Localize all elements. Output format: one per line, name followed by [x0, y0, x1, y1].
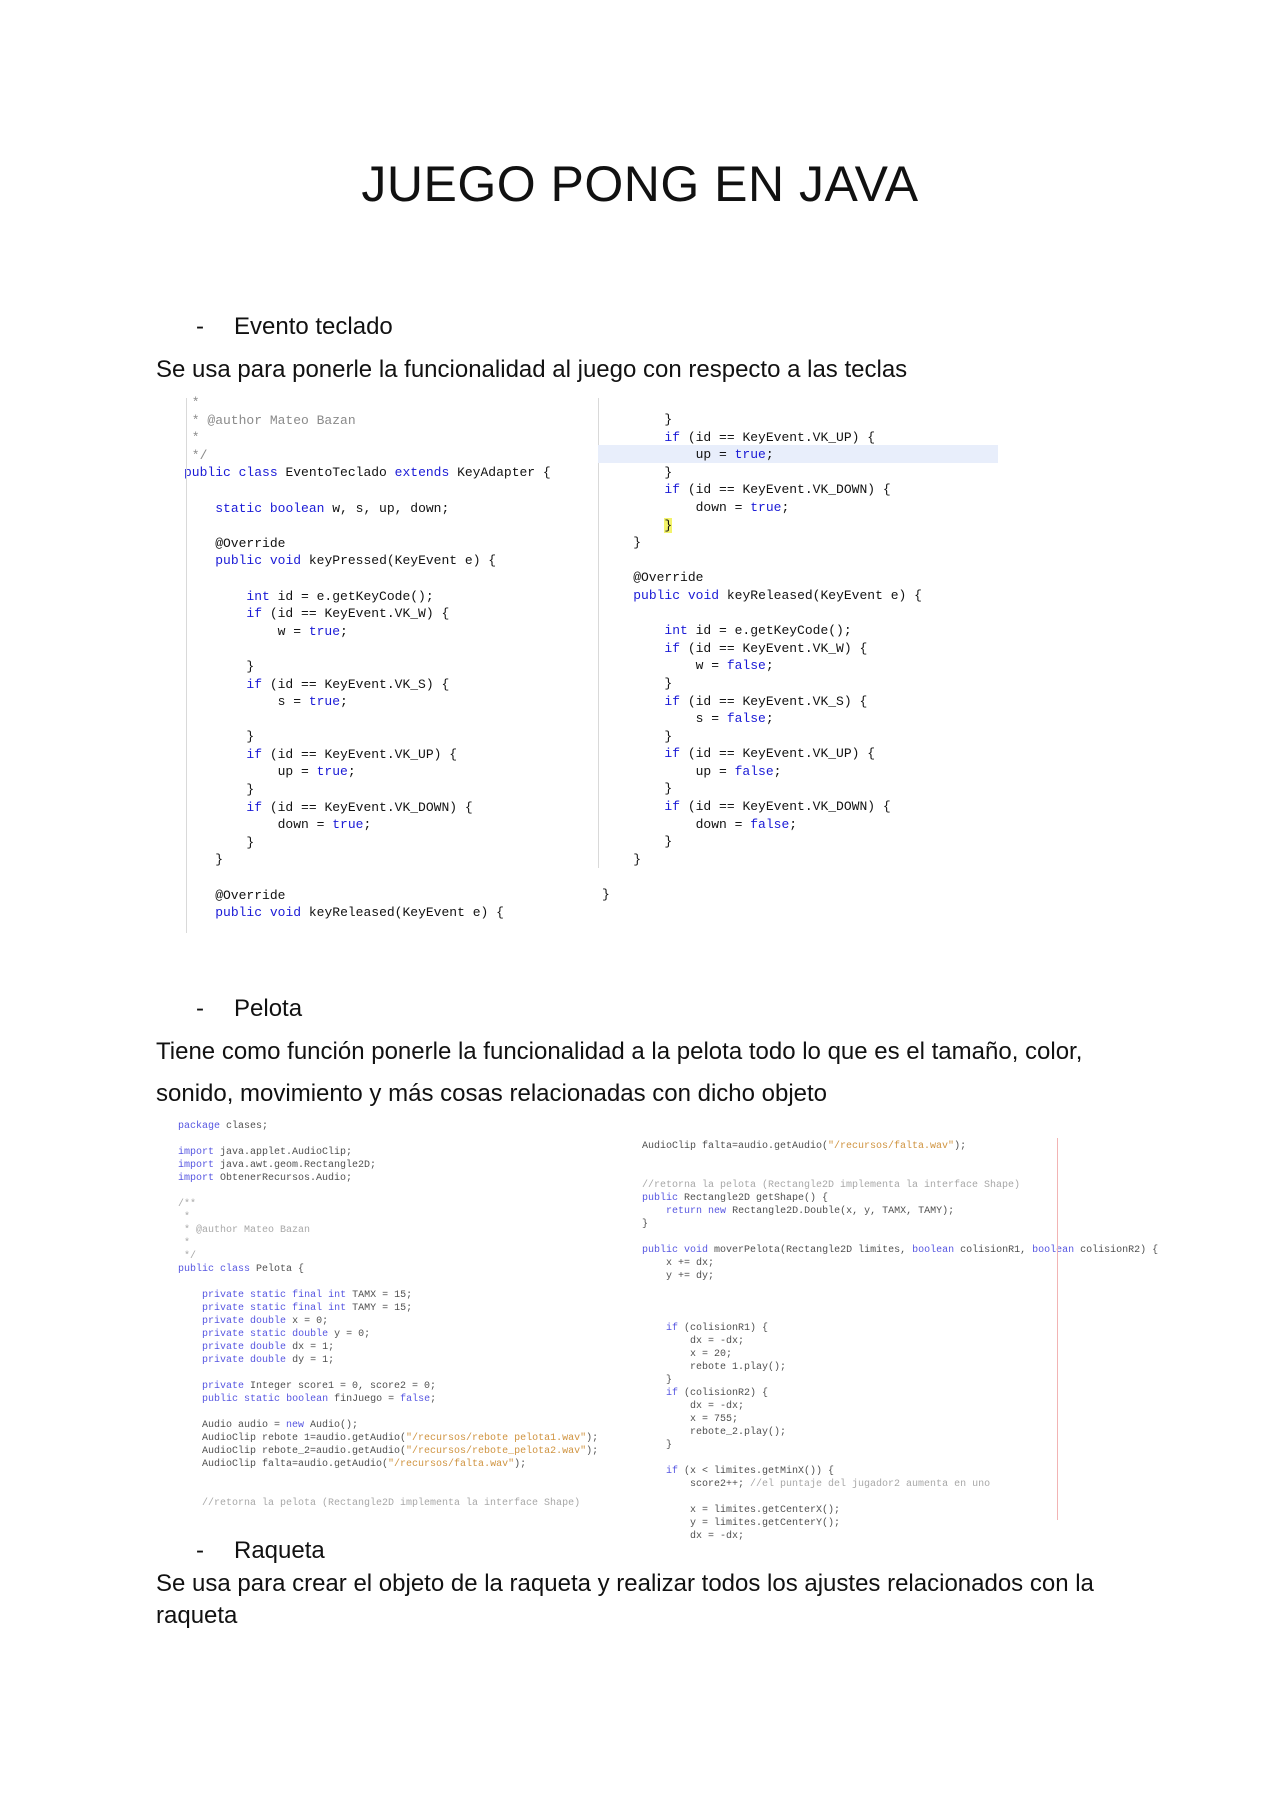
code-line: private static double y = 0;: [202, 1329, 371, 1340]
code-line: import java.awt.geom.Rectangle2D;: [178, 1160, 377, 1171]
code-line: y += dy;: [642, 1271, 715, 1282]
code-line: private static final int TAMY = 15;: [202, 1303, 413, 1314]
code-line: }: [602, 781, 673, 797]
page-title: JUEGO PONG EN JAVA: [361, 156, 919, 212]
code-line: AudioClip falta=audio.getAudio("/recursos/falta.wav");: [178, 1459, 527, 1470]
code-line: up = true;: [184, 764, 356, 780]
bullet-dash: -: [196, 313, 204, 340]
code-line: AudioClip rebote_2=audio.getAudio("/recursos/rebote_pelota2.wav");: [178, 1446, 599, 1457]
code-line: }: [664, 517, 673, 533]
code-line: if (colisionR2) {: [666, 1388, 769, 1399]
code-line: rebote_2.play();: [642, 1427, 787, 1438]
code-line: public void keyReleased(KeyEvent e) {: [633, 587, 922, 603]
code-line: [642, 1309, 1158, 1322]
code-line: down = true;: [602, 499, 790, 515]
code-line: private static final int TAMX = 15;: [202, 1290, 413, 1301]
code-line: [184, 517, 551, 535]
code-line: }: [642, 1219, 649, 1230]
code-line: [178, 1133, 598, 1146]
code-line: x += dx;: [642, 1258, 715, 1269]
code-line: }: [602, 535, 642, 551]
code-line: [178, 1185, 598, 1198]
code-line: x = 20;: [642, 1349, 733, 1360]
bullet-dash: -: [196, 995, 204, 1022]
code-line: @Override: [184, 535, 286, 551]
code-line: //retorna la pelota (Rectangle2D implementa la interface Shape): [178, 1498, 581, 1509]
code-line: import java.applet.AudioClip;: [178, 1147, 353, 1158]
code-line: *: [178, 1238, 191, 1249]
code-line: //retorna la pelota (Rectangle2D implementa la interface Shape): [642, 1180, 1021, 1191]
code-line: }: [184, 782, 255, 798]
code-line: x = 755;: [642, 1414, 739, 1425]
code-line: }: [184, 852, 224, 868]
code-line: if (id == KeyEvent.VK_UP) {: [246, 746, 458, 762]
code-line: score2++; //el puntaje del jugador2 aumenta en uno: [642, 1479, 991, 1490]
code-line: import ObtenerRecursos.Audio;: [178, 1173, 353, 1184]
code-line: [184, 711, 551, 729]
code-line: }: [184, 834, 255, 850]
code-line: *: [184, 430, 200, 446]
code-line: public void keyPressed(KeyEvent e) {: [215, 553, 497, 569]
code-line: [642, 1491, 1158, 1504]
code-line: private double x = 0;: [202, 1316, 329, 1327]
code-line: public static boolean finJuego = false;: [202, 1394, 437, 1405]
code-line: up = false;: [602, 763, 782, 779]
code-line: }: [642, 1440, 673, 1451]
code-line: w = false;: [602, 658, 774, 674]
code-line: if (colisionR1) {: [666, 1323, 769, 1334]
code-line: private double dx = 1;: [202, 1342, 335, 1353]
section-heading-label: Evento teclado: [234, 313, 393, 340]
code-line: AudioClip falta=audio.getAudio("/recursos/falta.wav");: [642, 1141, 967, 1152]
code-line: [642, 1296, 1158, 1309]
code-line: if (id == KeyEvent.VK_DOWN) {: [664, 799, 891, 815]
code-line: up = true;: [602, 447, 774, 463]
code-line: [642, 1153, 1158, 1166]
code-line: public class Pelota {: [178, 1264, 305, 1275]
section-heading-label: Raqueta: [234, 1537, 325, 1564]
code-line: */: [184, 447, 208, 463]
code-screenshot-eventoteclado-right: [602, 411, 922, 904]
code-line: s = false;: [602, 711, 774, 727]
code-line: Audio audio = new Audio();: [178, 1420, 359, 1431]
code-line: [642, 1283, 1158, 1296]
code-line: s = true;: [184, 694, 348, 710]
code-line: private double dy = 1;: [202, 1355, 335, 1366]
section-description-pelota: Tiene como función ponerle la funcionalidad a la pelota todo lo que es el tamaño, color, sonido, movimiento y más cosas relacionadas con dicho objeto: [156, 1038, 1083, 1107]
code-line: *: [184, 395, 200, 410]
code-line: [602, 552, 922, 570]
code-line: dx = -dx;: [642, 1531, 745, 1542]
code-line: }: [602, 851, 642, 867]
code-line: public Rectangle2D getShape() {: [642, 1193, 829, 1204]
code-indent-guide: [186, 398, 187, 933]
code-line: * @author Mateo Bazan: [178, 1225, 311, 1236]
code-line: y = limites.getCenterY();: [642, 1518, 841, 1529]
code-line: }: [602, 464, 673, 480]
code-line: int id = e.getKeyCode();: [246, 588, 434, 604]
code-line: rebote 1.play();: [642, 1362, 787, 1373]
code-line: @Override: [602, 570, 704, 586]
code-line: @Override: [184, 887, 286, 903]
code-line: if (id == KeyEvent.VK_DOWN) {: [664, 482, 891, 498]
code-line: }: [602, 728, 673, 744]
code-line: }: [602, 675, 673, 691]
code-line: }: [184, 658, 255, 674]
code-line: [178, 1276, 598, 1289]
code-line: if (id == KeyEvent.VK_S) {: [664, 693, 868, 709]
code-line: if (x < limites.getMinX()) {: [666, 1466, 835, 1477]
code-line: * @author Mateo Bazan: [184, 412, 356, 428]
code-screenshot-pelota-left: [178, 1120, 598, 1510]
code-line: }: [602, 887, 610, 903]
code-line: down = true;: [184, 817, 372, 833]
code-line: if (id == KeyEvent.VK_UP) {: [664, 746, 876, 762]
section-heading-label: Pelota: [234, 995, 303, 1022]
code-line: dx = -dx;: [642, 1401, 745, 1412]
code-line: }: [602, 412, 673, 427]
code-line: [642, 1452, 1158, 1465]
code-line: *: [178, 1212, 191, 1223]
code-line: [178, 1406, 598, 1419]
margin-line: [1057, 1138, 1058, 1520]
code-line: [184, 570, 551, 588]
code-line: if (id == KeyEvent.VK_DOWN) {: [246, 799, 473, 815]
code-line: static boolean w, s, up, down;: [215, 500, 450, 516]
code-line: down = false;: [602, 816, 798, 832]
code-line: int id = e.getKeyCode();: [664, 623, 852, 639]
code-line: if (id == KeyEvent.VK_UP) {: [664, 429, 876, 445]
code-line: [602, 868, 922, 886]
code-line: [642, 1231, 1158, 1244]
code-line: AudioClip rebote 1=audio.getAudio("/recursos/rebote pelota1.wav");: [178, 1433, 599, 1444]
code-line: if (id == KeyEvent.VK_W) {: [664, 640, 868, 656]
code-screenshot-eventoteclado-left: [184, 394, 551, 922]
code-line: w = true;: [184, 623, 348, 639]
code-line: [178, 1367, 598, 1380]
section-description-raqueta: Se usa para crear el objeto de la raqueta y realizar todos los ajustes relacionados con la raqueta: [156, 1570, 1094, 1629]
code-line: return new Rectangle2D.Double(x, y, TAMX, TAMY);: [666, 1206, 955, 1217]
code-line: dx = -dx;: [642, 1336, 745, 1347]
code-line: [184, 640, 551, 658]
code-line: [184, 869, 551, 887]
code-line: }: [602, 834, 673, 850]
code-line: */: [178, 1251, 197, 1262]
code-line: public void moverPelota(Rectangle2D limites, boolean colisionR1, boolean colisionR2) {: [642, 1245, 1159, 1256]
code-line: if (id == KeyEvent.VK_W) {: [246, 606, 450, 622]
code-line: [178, 1471, 598, 1484]
section-description-evento-teclado: Se usa para ponerle la funcionalidad al juego con respecto a las teclas: [156, 356, 908, 383]
code-line: public void keyReleased(KeyEvent e) {: [215, 905, 504, 921]
code-line: private Integer score1 = 0, score2 = 0;: [202, 1381, 437, 1392]
bullet-dash: -: [196, 1537, 204, 1564]
code-line: [642, 1166, 1158, 1179]
code-line: [184, 482, 551, 500]
code-line: }: [642, 1375, 673, 1386]
code-line: /**: [178, 1199, 197, 1210]
code-line: if (id == KeyEvent.VK_S) {: [246, 676, 450, 692]
code-line: }: [184, 729, 255, 745]
code-indent-guide: [598, 398, 599, 868]
code-line: [602, 605, 922, 623]
code-line: public class EventoTeclado extends KeyAdapter {: [184, 465, 551, 481]
code-line: [178, 1484, 598, 1497]
code-screenshot-pelota-right: [642, 1140, 1158, 1543]
code-line: package clases;: [178, 1121, 269, 1132]
code-line: x = limites.getCenterX();: [642, 1505, 841, 1516]
